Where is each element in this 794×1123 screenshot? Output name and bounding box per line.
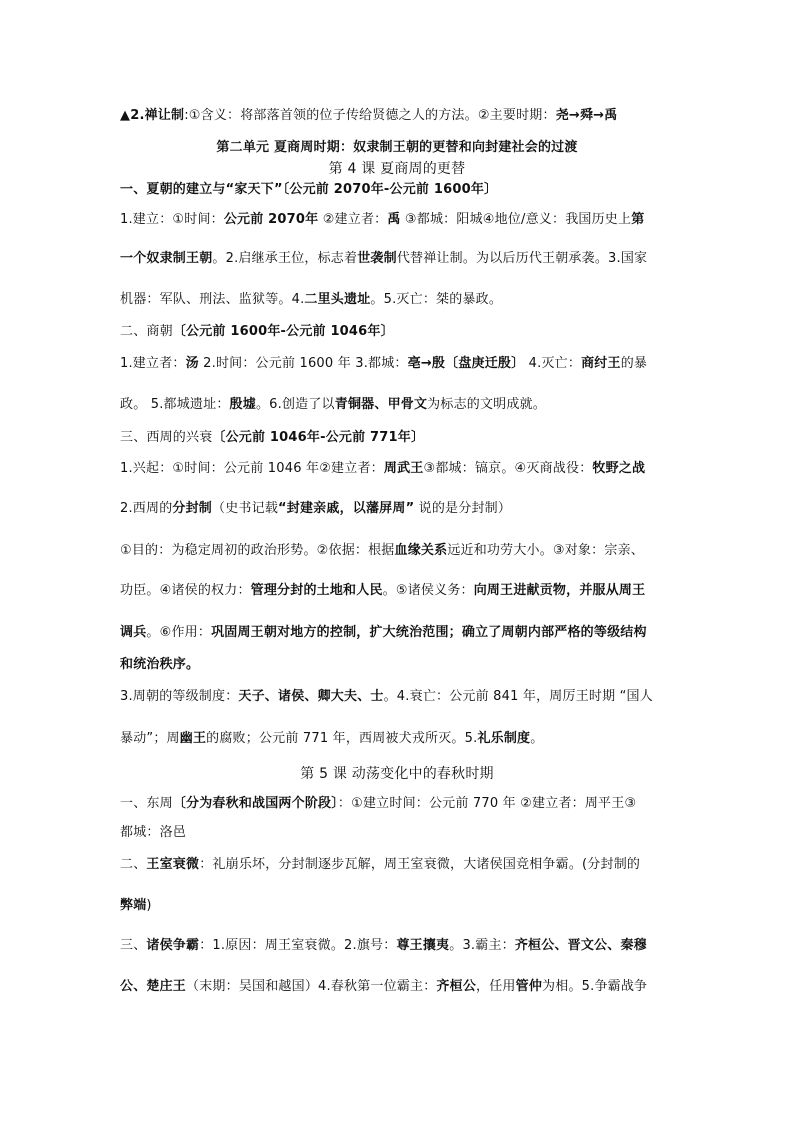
text-span: 三、西周的兴衰 — [120, 430, 213, 445]
text-span: ) — [146, 898, 152, 913]
emphasized-text: 巩固周王朝对地方的控制，扩大统治范围；确立了周朝内部严格的等级结构 — [211, 625, 647, 640]
emphasized-text: 尊王攘夷 — [396, 938, 450, 953]
text-line — [120, 500, 511, 518]
text-span: 的腐败；公元前 771 年，西周被犬戎所灭。5. — [206, 731, 478, 746]
text-span: （史书记载 — [212, 501, 279, 516]
emphasized-text: 青铜器、甲骨文 — [334, 397, 428, 412]
text-line — [120, 795, 636, 813]
emphasized-text: 第二单元 夏商周时期：奴隶制王朝的更替和向封建社会的过渡 — [216, 140, 578, 155]
text-line — [120, 460, 645, 478]
text-span: 第 4 课 夏商周的更替 — [328, 161, 466, 177]
text-span: 4.灭亡： — [524, 356, 582, 371]
emphasized-text: 〔分为春秋和战国两个阶段〕 — [172, 796, 338, 811]
text-span: 1.兴起：①时间：公元前 1046 年②建立者： — [120, 461, 384, 476]
emphasized-text: 管理分封的土地和人民 — [250, 583, 383, 598]
text-span: ：①建立时间：公元前 770 年 ②建立者：周平王③ — [337, 796, 637, 811]
text-span: 为标志的文明成就。 — [427, 397, 546, 412]
emphasized-text: 二里头遗址 — [304, 292, 371, 307]
text-line — [120, 582, 645, 600]
emphasized-text: 分封制 — [172, 501, 213, 516]
text-line — [120, 323, 394, 341]
text-span: 三、 — [120, 938, 147, 953]
emphasized-text: 礼乐制度 — [477, 731, 531, 746]
emphasized-text: 齐桓公 — [436, 979, 477, 994]
emphasized-text: 〔公元前 1046年-公元前 771年〕 — [212, 430, 425, 445]
text-line — [120, 211, 644, 229]
emphasized-text: 向周王进献贡物，并服从周王 — [473, 583, 646, 598]
emphasized-text: 一、夏朝的建立与“家天下” — [120, 182, 283, 197]
emphasized-text: 幽王 — [179, 731, 207, 746]
text-span: 。5.灭亡：桀的暴政。 — [370, 292, 503, 307]
text-span: 。⑤诸侯义务： — [382, 583, 474, 598]
emphasized-text: 〔公元前 1600年-公元前 1046年〕 — [172, 324, 394, 339]
text-span: 政。 5.都城遗址： — [120, 397, 230, 412]
text-span: ②建立者： — [318, 212, 388, 227]
emphasized-text: 管仲 — [515, 979, 543, 994]
emphasized-text: 亳→殷〔盘庚迁殷〕 — [407, 356, 525, 371]
emphasized-text: 天子、诸侯、卿大夫、士 — [238, 689, 384, 704]
text-span: 二、 — [120, 857, 147, 872]
emphasized-text: 商纣王 — [581, 356, 621, 371]
emphasized-text: 公元前 2070年 — [223, 212, 319, 227]
text-line — [0, 160, 794, 178]
text-span: 远近和功劳大小。③对象：宗亲、 — [447, 543, 644, 558]
text-span: 。 — [530, 731, 544, 746]
text-line — [120, 624, 647, 642]
text-line — [120, 856, 640, 874]
text-span: 3.周朝的等级制度： — [120, 689, 239, 704]
emphasized-text: 王室衰微 — [146, 857, 200, 872]
text-line — [120, 250, 647, 268]
text-span: ③都城：阳城④地位/意义：我国历史上 — [400, 212, 632, 227]
text-span: 二、商朝 — [120, 324, 173, 339]
text-span: 的暴 — [620, 356, 648, 371]
text-line — [120, 396, 546, 414]
text-span: 说的是分封制） — [414, 501, 512, 516]
text-span: 1.建立者： — [120, 356, 186, 371]
emphasized-text: “封建亲戚，以藩屏周” — [278, 501, 415, 516]
emphasized-text: 〔公元前 2070年-公元前 1600年〕 — [282, 182, 498, 197]
text-span: 。6.创造了以 — [255, 397, 335, 412]
text-span: ③都城：镐京。④灭商战役： — [423, 461, 593, 476]
text-span: 为相。5.争霸战争 — [542, 979, 648, 994]
text-line — [120, 688, 653, 706]
text-line — [120, 656, 199, 674]
text-span: 代替禅让制。为以后历代王朝承袭。3.国家 — [396, 251, 648, 266]
emphasized-text: 禹 — [387, 212, 401, 227]
text-line — [120, 107, 617, 125]
emphasized-text: 血缘关系 — [394, 543, 448, 558]
text-span: 。⑥作用： — [146, 625, 212, 640]
text-line — [120, 429, 424, 447]
text-span: :①含义：将部落首领的位子传给贤德之人的方法。②主要时期： — [184, 108, 556, 123]
text-span: ：1.原因：周王室衰微。2.旗号： — [199, 938, 397, 953]
emphasized-text: 弊端 — [120, 898, 147, 913]
text-span: 功臣。④诸侯的权力： — [120, 583, 251, 598]
text-line — [120, 355, 647, 373]
emphasized-text: 和统治秩序。 — [120, 657, 200, 672]
emphasized-text: 周武王 — [383, 461, 424, 476]
emphasized-text: 殷墟 — [229, 397, 256, 412]
text-span: 第 5 课 动荡变化中的春秋时期 — [300, 766, 494, 782]
text-span: 2.西周的 — [120, 501, 173, 516]
emphasized-text: 尧→舜→禹 — [555, 108, 618, 123]
text-line — [120, 978, 647, 996]
text-line — [120, 730, 543, 748]
emphasized-text: 牧野之战 — [592, 461, 646, 476]
text-span: 机器：军队、刑法、监狱等。4. — [120, 292, 305, 307]
text-line — [120, 824, 186, 842]
text-span: 2.时间：公元前 1600 年 3.都城： — [198, 356, 408, 371]
text-line — [120, 937, 647, 955]
text-span: 。4.衰亡：公元前 841 年，周厉王时期 “国人 — [383, 689, 653, 704]
text-span: ，任用 — [476, 979, 516, 994]
text-line — [120, 181, 497, 199]
text-line — [0, 139, 794, 157]
emphasized-text: 诸侯争霸 — [146, 938, 200, 953]
text-span: 1.建立：①时间： — [120, 212, 224, 227]
text-span: （末期：吴国和越国）4.春秋第一位霸主： — [186, 979, 437, 994]
emphasized-text: 一个奴隶制王朝 — [120, 251, 213, 266]
text-span: 都城：洛邑 — [120, 825, 187, 840]
text-span: 。2.启继承王位，标志着 — [212, 251, 358, 266]
emphasized-text: 调兵 — [120, 625, 147, 640]
text-span: ：礼崩乐坏，分封制逐步瓦解，周王室衰微，大诸侯国竞相争霸。(分封制的 — [199, 857, 641, 872]
text-line — [120, 291, 502, 309]
text-span: 。3.霸主： — [449, 938, 515, 953]
text-span: ①目的：为稳定周初的政治形势。②依据：根据 — [120, 543, 395, 558]
text-line — [120, 542, 644, 560]
text-line — [120, 897, 152, 915]
text-line — [0, 765, 794, 783]
emphasized-text: 齐桓公、晋文公、秦穆 — [514, 938, 647, 953]
emphasized-text: 汤 — [185, 356, 199, 371]
emphasized-text: ▲2.禅让制 — [120, 108, 185, 123]
emphasized-text: 公、楚庄王 — [120, 979, 187, 994]
text-span: 一、东周 — [120, 796, 173, 811]
text-span: 暴动”；周 — [120, 731, 180, 746]
emphasized-text: 第 — [631, 212, 645, 227]
emphasized-text: 世袭制 — [357, 251, 397, 266]
